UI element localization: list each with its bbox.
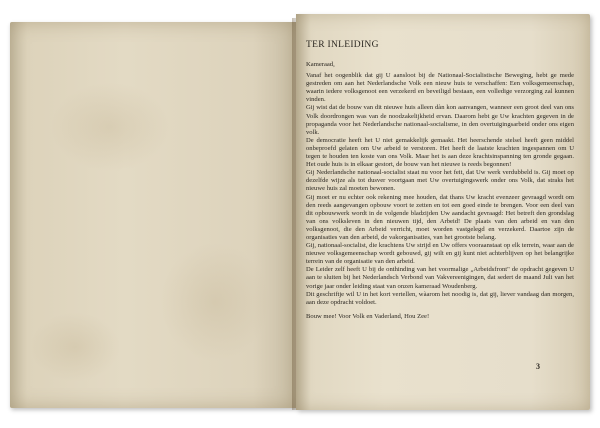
page-text <box>306 40 574 321</box>
paragraph-4: Gij Nederlandsche nationaal-socialist staat nu voor het feit, dat Uw werk verdubbeld is. Gij moet op dezelfde wijze als tot dusver voortgaan met Uw overtuigingswerk onder ons Volk, dat straks het nieuwe huis zal moeten bewonen. <box>306 169 574 193</box>
left-page-blank <box>10 22 296 408</box>
section-heading: TER INLEIDING <box>306 40 379 50</box>
paragraph-5: Gij moet er nu echter ook rekening mee houden, dat thans Uw kracht evenzeer gevraagd wordt om den reeds aangevangen opbouw voort te zetten en tot een goed einde te brengen. Voor een deel van dit opbouwwerk wordt in de volgende bladzijden Uw aandacht gevraagd: Het betreft den grondslag van ons volksleven in den nieuwen tijd, den Arbeid! De plaats van den arbeid en van den volksgenoot, die den Arbeid verricht, moet worden vastgelegd en verzekerd. Daartoe zijn de organisaties van den arbeid, de vakorganisaties, van het grootste belang. <box>306 193 574 241</box>
paragraph-1: Vanaf het oogenblik dat gij U aansloot bij de Nationaal-Socialistische Beweging, hebt ge mede gestreden om aan het Nederlandsche Volk een nieuw huis te verschaffen: Een volksgemeenschap, waarin iedere volksgenoot een verzekerd en beveiligd bestaan, een volledige verzorging zal kunnen vinden. <box>306 72 574 104</box>
paragraph-6: Gij, nationaal-socialist, die krachtens Uw strijd en Uw offers vooraanstaat op elk terrein, waar aan de nieuwe volksgemeenschap wordt gebouwd, gij wilt en gij kunt niet achterblijven op het belangrijke terrein van de organisatie van den arbeid. <box>306 242 574 266</box>
closing-line: Bouw mee! Voor Volk en Vaderland, Hou Zee! <box>306 312 430 320</box>
paragraph-8: Dit geschriftje wil U in het kort vertellen, wàarom het noodig is, dat gij, liever vandaag dan morgen, aan deze opdracht voldoet. <box>306 290 574 306</box>
paragraph-2: Gij wist dat de bouw van dit nieuwe huis alleen dàn kon aanvangen, wanneer een groot deel van ons Volk doordrongen was van de noodzakelijkheid ervan. Daarom hebt ge Uw krachten gegeven in de propaganda voor het Nederlandsche nationaal-socialisme, in den overtuigingsarbeid onder ons eigen volk. <box>306 104 574 136</box>
page-number: 3 <box>536 362 540 371</box>
paragraph-3: De democratie heeft het U niet gemakkelijk gemaakt. Het heerschende stelsel heeft geen middel onbeproefd gelaten om Uw arbeid te verstoren. Het heeft de laatste krachten ingespannen om U tegen te houden ten koste van ons Volk. Maar het is aan deze krachtsinspanning ten gronde gegaan. Het oude huis is in elkaar gestort, de bouw van het nieuwe is reeds begonnen! <box>306 136 574 169</box>
greeting: Kameraad, <box>306 61 335 68</box>
paragraph-7: De Leider zelf heeft U bij de onthinding van het voormalige „Arbeidsfront" de opdracht gegeven U aan te sluiten bij het Nederlandsch Verbond van Vakvereenigingen, dat sedert de maand Juli van het vorige jaar onder leiding staat van onzen kameraad Woudenberg. <box>306 266 574 290</box>
